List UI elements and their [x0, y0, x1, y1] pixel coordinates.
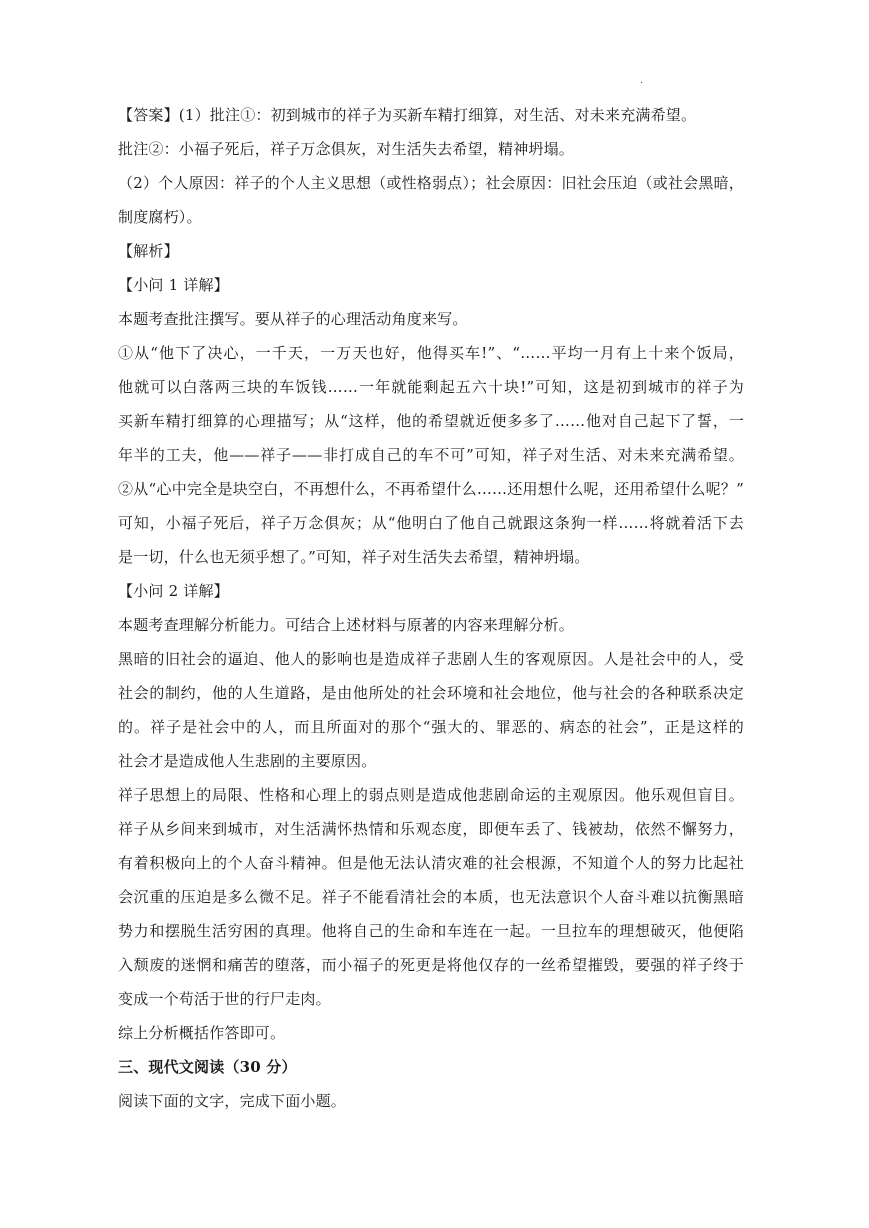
text-line: 是一切，什么也无须乎想了。”可知，祥子对生活失去希望，精神坍塌。	[118, 548, 590, 566]
text-line: 祥子思想上的局限、性格和心理上的弱点则是造成他悲剧命运的主观原因。他乐观但盲目。	[118, 786, 744, 804]
text-line: 买新车精打细算的心理描写；从“这样，他的希望就近便多多了……他对自己起下了誓，一	[118, 412, 744, 430]
text-line: 变成一个苟活于世的行尸走肉。	[118, 990, 331, 1008]
text-line: 势力和摆脱生活穷困的真理。他将自己的生命和车连在一起。一旦拉车的理想破灭，他便陷	[118, 922, 744, 940]
text-line: 祥子从乡间来到城市，对生活满怀热情和乐观态度，即便车丢了、钱被劫，依然不懈努力，	[118, 820, 744, 838]
text-line: 批注②：小福子死后，祥子万念俱灰，对生活失去希望，精神坍塌。	[118, 140, 575, 158]
text-line: 黑暗的旧社会的逼迫、他人的影响也是造成祥子悲剧人生的客观原因。人是社会中的人，受	[118, 650, 744, 668]
text-line: 入颓废的迷惘和痛苦的堕落，而小福子的死更是将他仅存的一丝希望摧毁，要强的祥子终于	[118, 956, 744, 974]
text-line: 制度腐朽）。	[118, 208, 202, 226]
document-body	[118, 106, 744, 1126]
text-line: 会沉重的压迫是多么微不足。祥子不能看清社会的本质，也无法意识个人奋斗难以抗衡黑暗	[118, 888, 744, 906]
text-line: ①从“他下了决心，一千天，一万天也好，他得买车!”、“……平均一月有上十来个饭局，	[118, 344, 744, 362]
text-line: 本题考查理解分析能力。可结合上述材料与原著的内容来理解分析。	[118, 616, 575, 634]
corner-mark: ·	[640, 78, 644, 89]
text-line: ②从“心中完全是块空白，不再想什么，不再希望什么……还用想什么呢，还用希望什么呢？”	[118, 480, 744, 498]
text-line: 阅读下面的文字，完成下面小题。	[118, 1092, 347, 1110]
text-line: 的。祥子是社会中的人，而且所面对的那个“强大的、罪恶的、病态的社会”，正是这样的	[118, 718, 744, 736]
text-line: 【答案】(1）批注①：初到城市的祥子为买新车精打细算，对生活、对未来充满希望。	[118, 106, 697, 124]
section-heading: 三、现代文阅读（30 分）	[118, 1058, 297, 1076]
text-line: 本题考查批注撰写。要从祥子的心理活动角度来写。	[118, 310, 468, 328]
text-line: 【小问 2 详解】	[118, 582, 229, 600]
text-line: 可知，小福子死后，祥子万念俱灰；从“他明白了他自己就跟这条狗一样……将就着活下去	[118, 514, 744, 532]
text-line: 年半的工夫，他——祥子——非打成自己的车不可”可知，祥子对生活、对未来充满希望。	[118, 446, 744, 464]
text-line: 有着积极向上的个人奋斗精神。但是他无法认清灾难的社会根源，不知道个人的努力比起社	[118, 854, 744, 872]
text-line: 【解析】	[118, 242, 179, 260]
text-line: 社会才是造成他人生悲剧的主要原因。	[118, 752, 377, 770]
text-line: 他就可以白落两三块的车饭钱……一年就能剩起五六十块!”可知，这是初到城市的祥子为	[118, 378, 744, 396]
text-line: （2）个人原因：祥子的个人主义思想（或性格弱点）；社会原因：旧社会压迫（或社会黑暗，	[118, 174, 744, 192]
text-line: 【小问 1 详解】	[118, 276, 229, 294]
text-line: 综上分析概括作答即可。	[118, 1024, 286, 1042]
text-line: 社会的制约，他的人生道路，是由他所处的社会环境和社会地位，他与社会的各种联系决定	[118, 684, 744, 702]
